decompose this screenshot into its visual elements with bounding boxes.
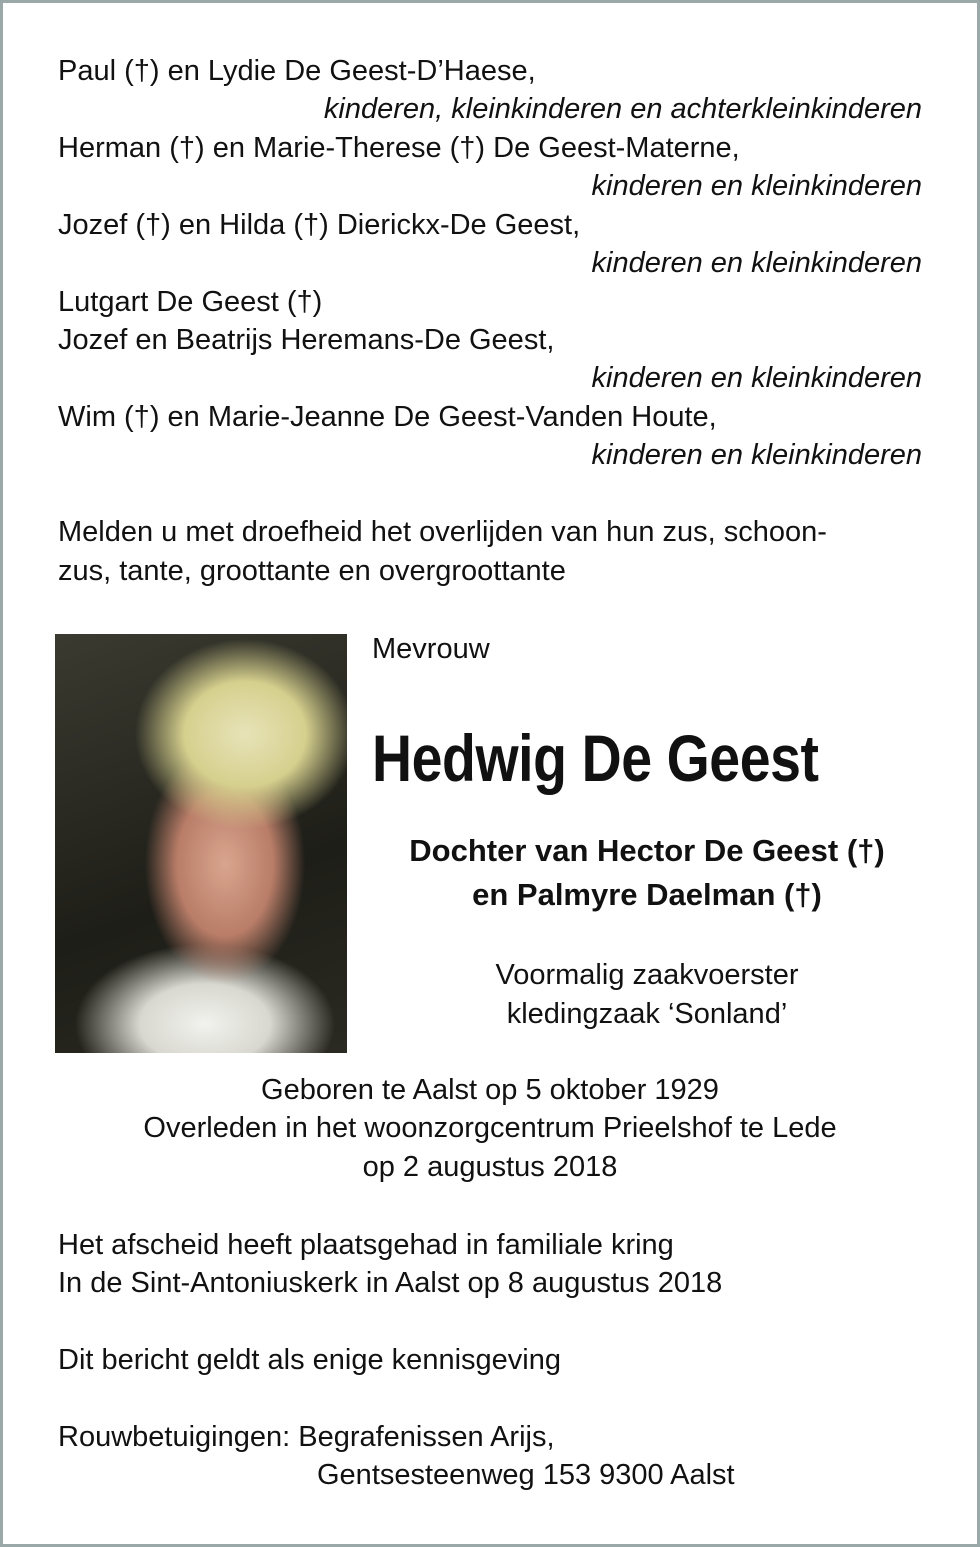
occupation-line: Voormalig zaakvoerster — [495, 959, 799, 991]
family-line: Jozef (†) en Hilda (†) Dierickx-De Geest, — [58, 209, 581, 241]
dates-line: op 2 augustus 2018 — [362, 1151, 618, 1183]
farewell-line: In de Sint-Antoniuskerk in Aalst op 8 augustus 2018 — [58, 1267, 723, 1299]
farewell-line: Het afscheid heeft plaatsgehad in familiale kring — [58, 1229, 674, 1261]
parents-line: Dochter van Hector De Geest (†) — [409, 833, 885, 868]
family-sub: kinderen en kleinkinderen — [591, 439, 922, 471]
deceased-name: Hedwig De Geest — [372, 721, 819, 795]
portrait-photo — [55, 634, 347, 1053]
notice: Dit bericht geldt als enige kennisgeving — [58, 1344, 561, 1376]
occupation-line: kledingzaak ‘Sonland’ — [506, 998, 788, 1030]
announcement-line: zus, tante, groottante en overgroottante — [58, 555, 566, 587]
dates-line: Geboren te Aalst op 5 oktober 1929 — [261, 1074, 719, 1106]
condolences-address: Gentsesteenweg 153 9300 Aalst — [317, 1459, 735, 1491]
family-sub: kinderen en kleinkinderen — [591, 247, 922, 279]
family-line: Wim (†) en Marie-Jeanne De Geest-Vanden Houte, — [58, 401, 717, 433]
family-line: Lutgart De Geest (†) — [58, 286, 323, 318]
family-sub: kinderen, kleinkinderen en achterkleinkinderen — [323, 93, 922, 125]
family-line: Herman (†) en Marie-Therese (†) De Geest-Materne, — [58, 132, 740, 164]
family-line: Jozef en Beatrijs Heremans-De Geest, — [58, 324, 555, 356]
dates-line: Overleden in het woonzorgcentrum Prieelshof te Lede — [143, 1112, 837, 1144]
condolences-line: Rouwbetuigingen: Begrafenissen Arijs, — [58, 1421, 555, 1453]
parents-line: en Palmyre Daelman (†) — [472, 877, 822, 912]
salutation: Mevrouw — [372, 633, 490, 665]
family-sub: kinderen en kleinkinderen — [591, 170, 922, 202]
family-line: Paul (†) en Lydie De Geest-D’Haese, — [58, 55, 536, 87]
family-sub: kinderen en kleinkinderen — [591, 362, 922, 394]
announcement-line: Melden u met droefheid het overlijden van hun zus, schoon- — [58, 516, 827, 548]
